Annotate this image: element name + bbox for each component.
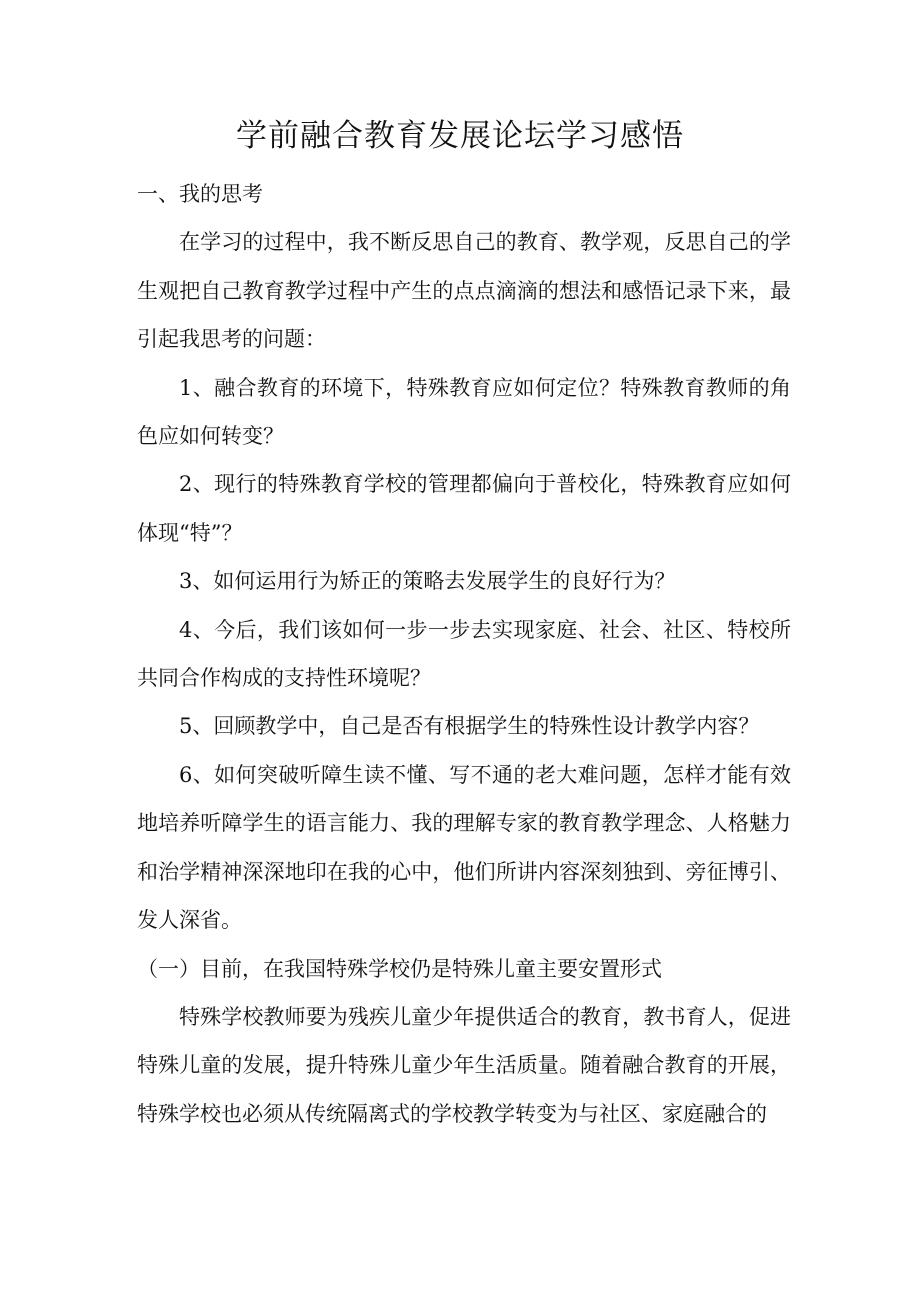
question-5: 5、回顾教学中，自己是否有根据学生的特殊性设计教学内容？	[179, 714, 760, 739]
subsection-heading: （一）目前，在我国特殊学校仍是特殊儿童主要安置形式	[137, 956, 662, 981]
question-1: 1、融合教育的环境下，特殊教育应如何定位？特殊教育教师的角色应如何转变？	[137, 375, 791, 449]
question-3: 3、如何运用行为矫正的策略去发展学生的良好行为？	[179, 569, 676, 594]
section-heading: 一、我的思考	[137, 182, 263, 206]
document-body	[137, 170, 791, 1138]
question-2: 2、现行的特殊教育学校的管理都偏向于普校化，特殊教育应如何体现“特”？	[137, 472, 791, 545]
subsection-paragraph: 特殊学校教师要为残疾儿童少年提供适合的教育，教书育人，促进特殊儿童的发展，提升特殊儿童少年生活质量。随着融合教育的开展，特殊学校也必须从传统隔离式的学校教学转变为与社区、家庭融合的	[137, 1004, 791, 1126]
document-title: 学前融合教育发展论坛学习感悟	[236, 118, 684, 154]
question-6: 6、如何突破听障生读不懂、写不通的老大难问题，怎样才能有效地培养听障学生的语言能力、我的理解专家的教育教学理念、人格魅力和治学精神深深地印在我的心中，他们所讲内容深刻独到、旁征博引、发人深省。	[137, 762, 791, 933]
question-4: 4、今后，我们该如何一步一步去实现家庭、社会、社区、特校所共同合作构成的支持性环境呢？	[137, 617, 791, 691]
intro-paragraph: 在学习的过程中，我不断反思自己的教育、教学观，反思自己的学生观把自己教育教学过程中产生的点点滴滴的想法和感悟记录下来，最引起我思考的问题：	[137, 230, 791, 352]
